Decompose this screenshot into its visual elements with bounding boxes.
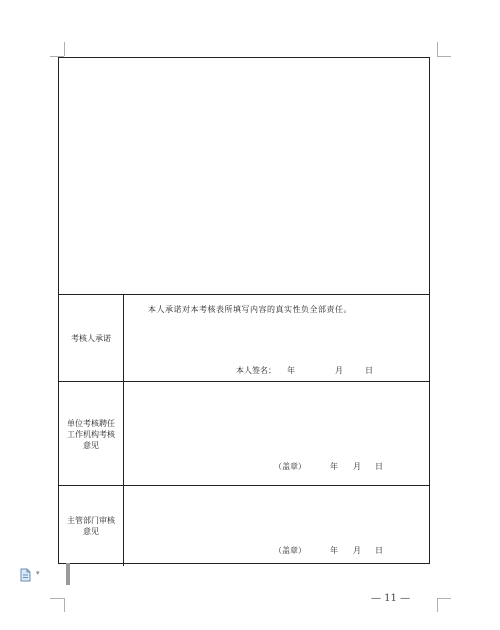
day-label: 日 — [375, 462, 383, 471]
stamp-label: （盖章） — [274, 462, 306, 471]
unit-opinion-row — [59, 381, 429, 486]
year-label: 年 — [287, 366, 295, 375]
crop-mark — [50, 598, 64, 599]
blank-cell[interactable] — [59, 58, 429, 294]
chevron-down-icon[interactable]: ▾ — [36, 569, 40, 577]
crop-mark — [64, 42, 65, 56]
promise-content[interactable] — [124, 295, 429, 382]
unit-opinion-content[interactable] — [124, 382, 429, 486]
month-label: 月 — [353, 546, 361, 555]
signature-label: 本人签名： — [236, 366, 276, 375]
promise-row — [59, 294, 429, 382]
month-label: 月 — [335, 366, 343, 375]
crop-mark — [437, 598, 451, 599]
day-label: 日 — [365, 366, 373, 375]
year-label: 年 — [330, 546, 338, 555]
dept-review-label: 主管部门审核 意见 — [59, 486, 124, 566]
dept-review-content[interactable] — [124, 486, 429, 566]
document-icon[interactable] — [19, 567, 33, 581]
page-number: — 11 — — [371, 593, 411, 604]
day-label: 日 — [375, 546, 383, 555]
crop-mark — [64, 598, 65, 612]
assessment-form-table — [58, 57, 430, 564]
crop-mark — [437, 56, 451, 57]
cursor-bar — [66, 563, 70, 585]
month-label: 月 — [353, 462, 361, 471]
crop-mark — [437, 42, 438, 56]
dept-review-row — [59, 485, 429, 566]
unit-opinion-label: 单位考核聘任 工作机构考核 意见 — [59, 382, 124, 486]
crop-mark — [437, 598, 438, 612]
promise-label: 考核人承诺 — [59, 295, 124, 382]
promise-statement: 本人承诺对本考核表所填写内容的真实性负全部责任。 — [148, 305, 352, 314]
stamp-label: （盖章） — [274, 546, 306, 555]
year-label: 年 — [330, 462, 338, 471]
